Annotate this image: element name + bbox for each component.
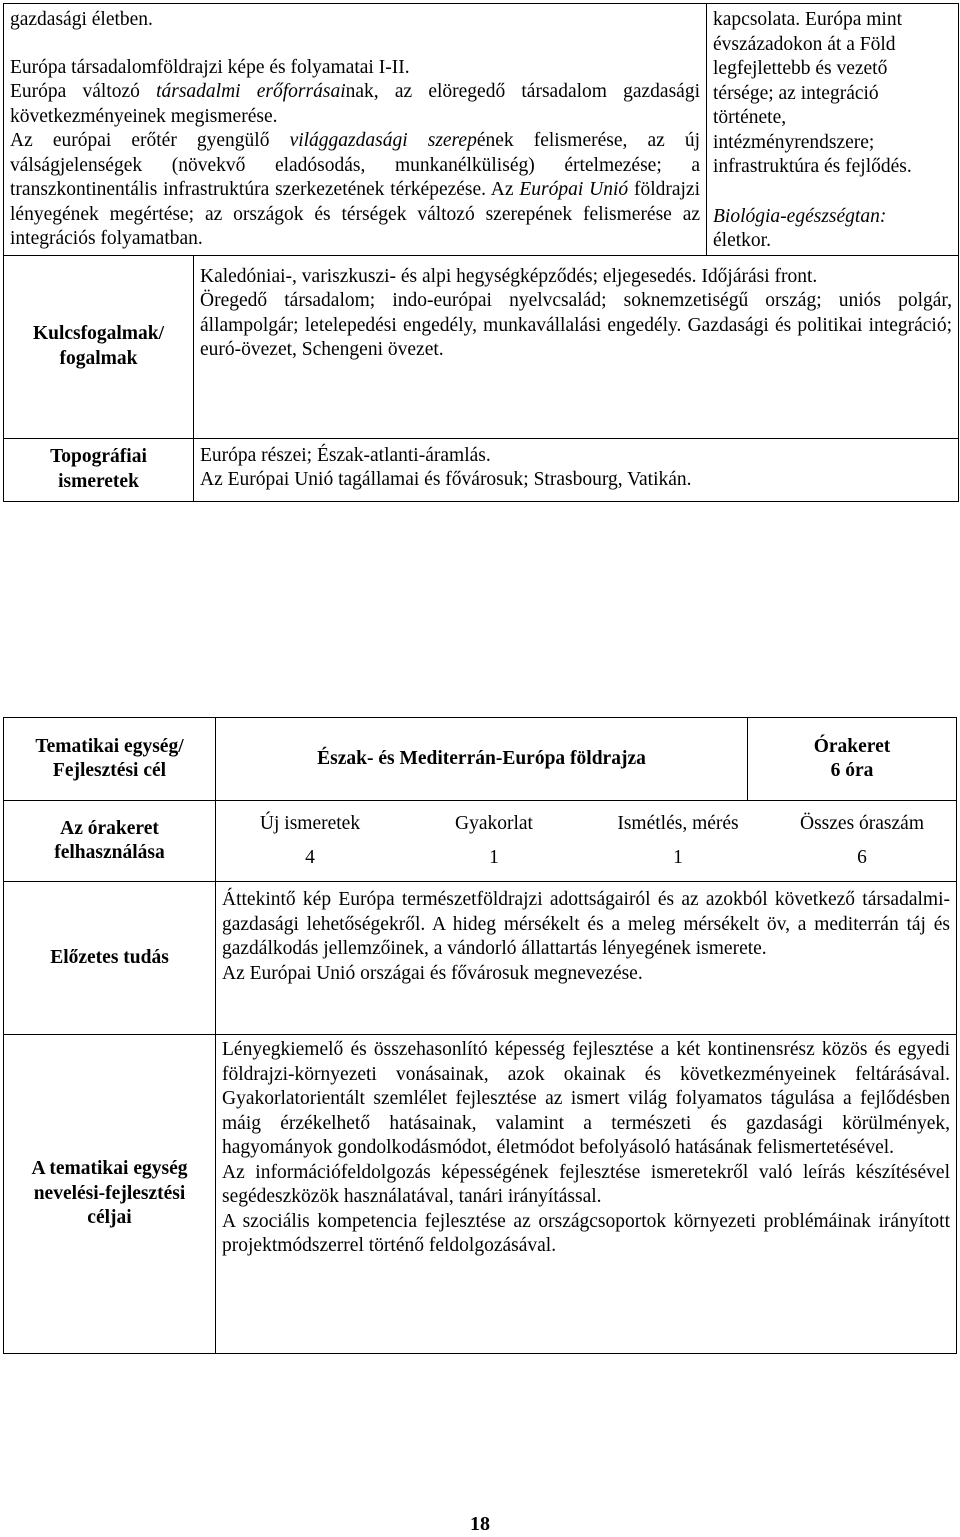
goals-topic-title: Európa társadalomföldrajzi képe és folyamatai I-II. (10, 56, 410, 78)
usage-header-total: Összes óraszám (800, 812, 924, 834)
key-concepts-cell (194, 255, 959, 438)
cross-curricular-connections-cell (707, 4, 959, 256)
hours-label: Órakeret (813, 735, 891, 757)
topography-cell (194, 438, 959, 501)
thematic-unit-table (3, 717, 957, 1354)
concepts-line-1: Kaledóniai-, variszkuszi- és alpi hegységképződés; eljegesedés. Időjárási front. (200, 265, 818, 287)
goals-line1: gazdasági életben. (10, 9, 153, 30)
aims-cell (216, 1035, 957, 1354)
aims-text-2: Az információfeldolgozás képességének fejlesztése ismeretekről való leírás készítésével segédeszközök használatával, tanári irányítással. (222, 1161, 950, 1207)
development-goals-cell (4, 4, 707, 256)
concepts-line-2: Öregedő társadalom; indo-európai nyelvcsalád; soknemzetiségű ország; uniós polgár, állampolgár; letelepedési engedély, munkavállalási engedély. Gazdasági és politikai integráció; euró-övezet, Schengeni övezet. (200, 290, 953, 360)
aims-label: A tematikai egység nevelési-fejlesztési céljai (4, 1035, 216, 1354)
prior-knowledge-text-2: Az Európai Unió országai és fővárosuk megnevezése. (222, 962, 643, 984)
unit-title: Észak- és Mediterrán-Európa földrajza (216, 718, 748, 801)
unit-label: Tematikai egység/ Fejlesztési cél (4, 718, 216, 801)
aims-text-3: A szociális kompetencia fejlesztése az országcsoportok környezeti problémáinak irányított projektmódszerrel történő feldolgozásával. (222, 1210, 950, 1256)
usage-value-review: 1 (673, 847, 683, 868)
key-concepts-label: Kulcsfogalmak/ fogalmak (4, 255, 194, 438)
prior-knowledge-label: Előzetes tudás (4, 882, 216, 1035)
prior-knowledge-cell (216, 882, 957, 1035)
hours-value: 6 óra (830, 760, 874, 781)
hours-frame-cell (748, 718, 957, 801)
curriculum-table-continued (3, 3, 959, 502)
usage-headers-row (216, 812, 956, 847)
usage-values-row (216, 846, 956, 871)
goals-paragraph-3: Az európai erőtér gyengülő világgazdasági szerepének felismerése, az új válságjelenségek (növekvő eladósodás, munkanélküliség) értelmezése; a transzkontinentális infrastruktúra szerkezetének térképezése. Az Európai Unió földrajzi lényegének megértése; az országok és térségek változó szerepének felismerése az integrációs folyamatban. (10, 130, 701, 249)
usage-label: Az órakeret felhasználása (4, 801, 216, 882)
aims-text-1: Lényegkiemelő és összehasonlító képesség fejlesztése a két kontinensrész közös és egyedi földrajzi-környezeti vonásainak, azok okainak és következményeinek feltárásával. Gyakorlatorientált szemlélet fejlesztése az ismert világ folyamatos tágulása a fejlődésben máig érzékelhető hatásainak, valamint a természeti és gazdasági körülmények, hagyományok gondolkodásmódot, életmódot befolyásoló hatásának felismertetésével. (222, 1039, 950, 1158)
page-number: 18 (470, 1513, 490, 1535)
topography-line-1: Európa részei; Észak-atlanti-áramlás. (200, 444, 491, 466)
usage-header-new: Új ismeretek (259, 812, 361, 834)
connections-text: kapcsolata. Európa mint évszázadokon át a Föld legfejlettebb és vezető térsége; az integráció története, intézményrendszere; infrastruktúra és fejlődés. (713, 9, 912, 177)
connections-topic: életkor. (713, 230, 771, 251)
usage-value-new: 4 (305, 847, 315, 868)
usage-value-total: 6 (857, 847, 867, 868)
usage-cell (216, 801, 957, 882)
usage-header-review: Ismétlés, mérés (617, 812, 739, 834)
topography-label: Topográfiai ismeretek (4, 438, 194, 501)
topography-line-2: Az Európai Unió tagállamai és fővárosuk; Strasbourg, Vatikán. (200, 469, 692, 490)
goals-paragraph-2: Európa változó társadalmi erőforrásainak, az elöregedő társadalom gazdasági következményeinek megismerése. (10, 81, 701, 127)
usage-header-practice: Gyakorlat (455, 812, 533, 834)
usage-value-practice: 1 (489, 847, 499, 868)
prior-knowledge-text-1: Áttekintő kép Európa természetföldrajzi adottságairól és az azokból következő társadalmi-gazdasági lehetőségekről. A hideg mérsékelt és a meleg mérsékelt öv, a mediterrán táj és gazdálkodás jellemzőinek, a vándorló állattartás lényegének ismerete. (222, 889, 950, 959)
connections-subject: Biológia-egészségtan: (713, 205, 887, 227)
